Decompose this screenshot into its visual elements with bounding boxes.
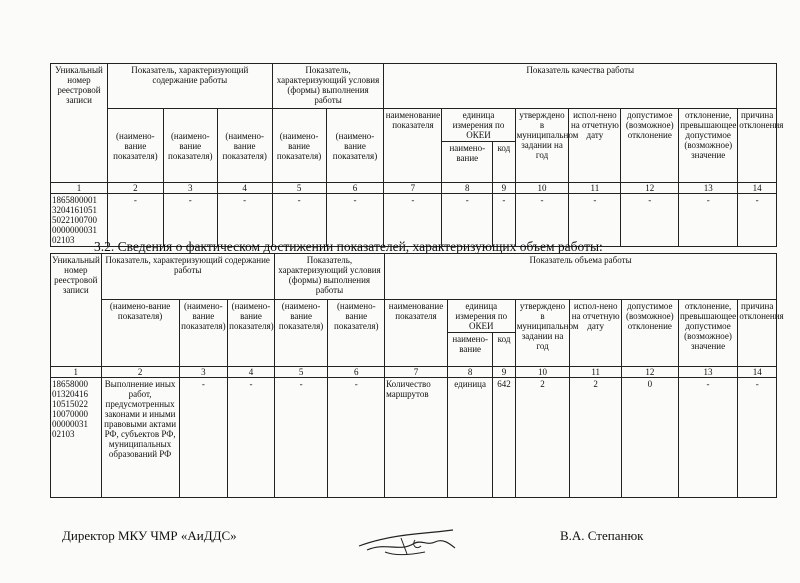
header-allowed: допустимое (возможное) отклонение [621, 109, 679, 183]
col-num: 11 [569, 183, 621, 194]
unit-name: единица [447, 378, 493, 498]
header-name-indicator: (наимено-вание показателя) [228, 300, 275, 367]
cell-dash: - [738, 378, 777, 498]
column-numbers-row [51, 367, 777, 378]
col-num: 12 [621, 367, 678, 378]
col-num: 6 [326, 183, 384, 194]
column-numbers-row [51, 183, 777, 194]
cell-dash: - [493, 194, 515, 247]
cell-dash: - [228, 378, 275, 498]
header-unique-id: Уникальный номер реестровой записи [51, 64, 108, 183]
header-unit: единица измерения по ОКЕИ [447, 300, 515, 333]
header-indicator-name: наименование показателя [384, 109, 442, 183]
registry-id: 18658000 01320416 10515022 10070000 00000031 02103 [51, 378, 102, 498]
cell-dash: - [515, 194, 569, 247]
col-num: 14 [738, 367, 777, 378]
done-value: 2 [570, 378, 622, 498]
col-num: 1 [51, 183, 108, 194]
col-num: 10 [515, 367, 570, 378]
header-volume: Показатель объема работы [385, 254, 777, 300]
col-num: 8 [447, 367, 493, 378]
header-name-indicator: (наимено-вание показателя) [272, 109, 326, 183]
col-num: 4 [228, 367, 275, 378]
signer-name: В.А. Степанюк [560, 528, 644, 543]
header-approved: утверждено в муниципальном задании на год [515, 109, 569, 183]
header-code: код [493, 142, 515, 183]
cell-dash: - [738, 194, 777, 247]
header-name-indicator: (наимено-вание показателя) [179, 300, 228, 367]
unit-code: 642 [493, 378, 515, 498]
cell-dash: - [107, 194, 163, 247]
col-num: 13 [678, 367, 738, 378]
header-reason: причина отклонения [738, 109, 777, 183]
header-name-indicator: (наимено-вание показателя) [101, 300, 179, 367]
header-unit-name: наимено-вание [447, 333, 493, 367]
col-num: 6 [328, 367, 385, 378]
col-num: 14 [738, 183, 777, 194]
cell-dash: - [217, 194, 272, 247]
cell-dash: - [272, 194, 326, 247]
indicator-name: Количество маршрутов [385, 378, 448, 498]
registry-id: 1865800001 3204161051 5022100700 0000000031 02103 [51, 194, 108, 247]
header-exceed: отклонение, превышающее допустимое (возможное) значение [678, 300, 738, 367]
cell-dash: - [163, 194, 217, 247]
col-num: 5 [274, 367, 328, 378]
cell-dash: - [179, 378, 228, 498]
work-content: Выполнение иных работ, предусмотренных законами и иными правовыми актами РФ, субъектов РФ, муниципальных образований РФ [101, 378, 179, 498]
volume-indicators-table [50, 253, 784, 498]
col-num: 8 [442, 183, 493, 194]
header-reason: причина отклонения [738, 300, 777, 367]
approved-value: 2 [515, 378, 570, 498]
header-quality: Показатель качества работы [384, 64, 777, 109]
col-num: 1 [51, 367, 102, 378]
col-num: 4 [217, 183, 272, 194]
col-num: 11 [570, 367, 622, 378]
header-name-indicator: (наимено-вание показателя) [217, 109, 272, 183]
col-num: 7 [384, 183, 442, 194]
header-approved: утверждено в муниципальном задании на год [515, 300, 570, 367]
col-num: 12 [621, 183, 679, 194]
col-num: 3 [163, 183, 217, 194]
header-unique-id: Уникальный номер реестровой записи [51, 254, 102, 367]
section-title: 3.2. Сведения о фактическом достижении показателей, характеризующих объем работы: [94, 239, 603, 254]
header-name-indicator: (наимено-вание показателя) [107, 109, 163, 183]
col-num: 5 [272, 183, 326, 194]
quality-indicators-table [50, 63, 784, 247]
col-num: 7 [385, 367, 448, 378]
signature-image [355, 522, 460, 562]
col-num: 3 [179, 367, 228, 378]
col-num: 9 [493, 367, 515, 378]
header-conditions: Показатель, характеризующий условия (формы) выполнения работы [272, 64, 384, 109]
signatory-position: Директор МКУ ЧМР «АиДДС» [62, 528, 237, 543]
header-name-indicator: (наимено-вание показателя) [328, 300, 385, 367]
col-num: 9 [493, 183, 515, 194]
cell-dash: - [326, 194, 384, 247]
cell-dash: - [678, 378, 738, 498]
header-name-indicator: (наимено-вание показателя) [326, 109, 384, 183]
col-num: 2 [101, 367, 179, 378]
header-content: Показатель, характеризующий содержание работы [107, 64, 272, 109]
col-num: 2 [107, 183, 163, 194]
allowed-value: 0 [621, 378, 678, 498]
header-unit: единица измерения по ОКЕИ [442, 109, 515, 142]
header-unit-name: наимено-вание [442, 142, 493, 183]
header-allowed: допустимое (возможное) отклонение [621, 300, 678, 367]
header-indicator-name: наименование показателя [385, 300, 448, 367]
cell-dash: - [442, 194, 493, 247]
col-num: 10 [515, 183, 569, 194]
cell-dash: - [384, 194, 442, 247]
header-code: код [493, 333, 515, 367]
header-exceed: отклонение, превышающее допустимое (возможное) значение [679, 109, 738, 183]
cell-dash: - [569, 194, 621, 247]
col-num: 13 [679, 183, 738, 194]
header-content: Показатель, характеризующий содержание работы [101, 254, 274, 300]
cell-dash: - [274, 378, 328, 498]
header-name-indicator: (наимено-вание показателя) [163, 109, 217, 183]
header-conditions: Показатель, характеризующий условия (формы) выполнения работы [274, 254, 384, 300]
header-done: испол-нено на отчетную дату [569, 109, 621, 183]
header-done: испол-нено на отчетную дату [570, 300, 622, 367]
cell-dash: - [621, 194, 679, 247]
cell-dash: - [679, 194, 738, 247]
cell-dash: - [328, 378, 385, 498]
table-row [51, 378, 777, 498]
header-name-indicator: (наимено-вание показателя) [274, 300, 328, 367]
